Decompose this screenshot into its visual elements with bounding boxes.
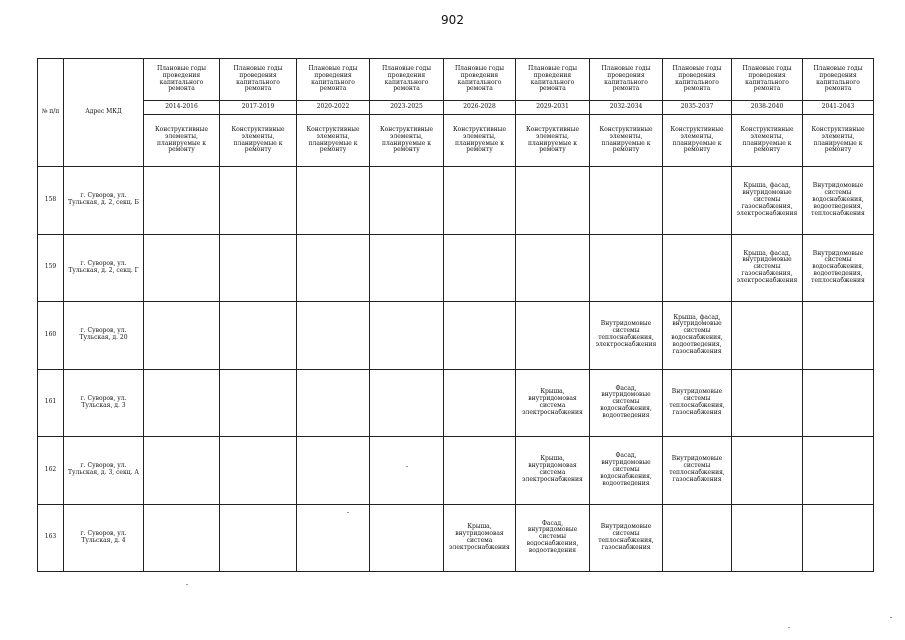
period-header: Плановые годы проведения капитального ремонта <box>590 59 663 101</box>
row-number: 160 <box>38 302 64 370</box>
row-address: г. Суворов, ул. Тульская, д. 4 <box>64 504 144 572</box>
repair-cell: Крыша, фасад, внутридомовые системы газоснабжения, электроснабжения <box>732 167 803 235</box>
year-range: 2035-2037 <box>663 101 732 115</box>
repair-cell <box>144 369 220 437</box>
year-range: 2032-2034 <box>590 101 663 115</box>
repair-cell <box>444 369 516 437</box>
table-row <box>38 167 874 235</box>
repair-cell: Фасад, внутридомовые системы водоснабжения, водоотведения <box>516 504 590 572</box>
repair-cell <box>370 504 444 572</box>
table-row <box>38 504 874 572</box>
row-number: 159 <box>38 234 64 302</box>
repair-cell <box>370 437 444 505</box>
period-header: Плановые годы проведения капитального ремонта <box>370 59 444 101</box>
repair-cell: Фасад, внутридомовые системы водоснабжения, водоотведения <box>590 369 663 437</box>
year-range: 2023-2025 <box>370 101 444 115</box>
repair-cell: Крыша, внутридомовая система электроснабжения <box>444 504 516 572</box>
elements-header: Конструктивные элементы, планируемые к ремонту <box>370 115 444 167</box>
year-range: 2029-2031 <box>516 101 590 115</box>
row-number: 158 <box>38 167 64 235</box>
column-header-number: № п/п <box>38 59 64 167</box>
repair-cell <box>220 369 297 437</box>
scan-speck <box>890 617 892 618</box>
repair-cell: Внутридомовые системы теплоснабжения, электроснабжения <box>590 302 663 370</box>
repair-cell <box>297 504 370 572</box>
period-header: Плановые годы проведения капитального ремонта <box>732 59 803 101</box>
elements-header: Конструктивные элементы, планируемые к ремонту <box>444 115 516 167</box>
repair-cell: Внутридомовые системы теплоснабжения, газоснабжения <box>663 369 732 437</box>
year-range: 2026-2028 <box>444 101 516 115</box>
repair-cell <box>663 234 732 302</box>
repair-cell: Крыша, фасад, внутридомовые системы газоснабжения, электроснабжения <box>732 234 803 302</box>
table-row <box>38 369 874 437</box>
elements-header: Конструктивные элементы, планируемые к ремонту <box>803 115 874 167</box>
repair-cell: Внутридомовые системы водоснабжения, водоотведения, теплоснабжения <box>803 234 874 302</box>
table-row <box>38 437 874 505</box>
repair-cell <box>220 504 297 572</box>
repair-cell <box>220 167 297 235</box>
repair-cell <box>144 504 220 572</box>
elements-header: Конструктивные элементы, планируемые к ремонту <box>297 115 370 167</box>
period-header: Плановые годы проведения капитального ремонта <box>220 59 297 101</box>
repair-cell <box>297 167 370 235</box>
repair-cell <box>297 437 370 505</box>
repair-cell <box>516 167 590 235</box>
repair-cell: Крыша, фасад, внутридомовые системы водоснабжения, водоотведения, газоснабжения <box>663 302 732 370</box>
elements-header: Конструктивные элементы, планируемые к ремонту <box>732 115 803 167</box>
page-number: 902 <box>441 13 464 27</box>
row-address: г. Суворов, ул. Тульская, д. 3 <box>64 369 144 437</box>
scan-speck <box>788 627 790 628</box>
period-header: Плановые годы проведения капитального ремонта <box>663 59 732 101</box>
year-range: 2038-2040 <box>732 101 803 115</box>
repair-cell <box>663 504 732 572</box>
repair-cell <box>516 302 590 370</box>
repair-cell: Фасад, внутридомовые системы водоснабжения, водоотведения <box>590 437 663 505</box>
repair-cell: Внутридомовые системы водоснабжения, водоотведения, теплоснабжения <box>803 167 874 235</box>
repair-cell <box>370 167 444 235</box>
year-range: 2041-2043 <box>803 101 874 115</box>
repair-cell <box>370 369 444 437</box>
repair-cell: Крыша, внутридомовая система электроснабжения <box>516 437 590 505</box>
repair-cell <box>297 369 370 437</box>
row-address: г. Суворов, ул. Тульская, д. 3, секц. А <box>64 437 144 505</box>
repair-cell <box>444 302 516 370</box>
column-header-address: Адрес МКД <box>64 59 144 167</box>
scan-speck <box>347 512 349 513</box>
period-header: Плановые годы проведения капитального ремонта <box>516 59 590 101</box>
repair-cell <box>220 437 297 505</box>
row-number: 163 <box>38 504 64 572</box>
row-number: 161 <box>38 369 64 437</box>
table-row <box>38 302 874 370</box>
repair-cell <box>590 234 663 302</box>
repair-cell <box>144 302 220 370</box>
repair-cell <box>297 302 370 370</box>
repair-cell: Внутридомовые системы теплоснабжения, газоснабжения <box>590 504 663 572</box>
repair-cell <box>590 167 663 235</box>
repair-cell <box>370 234 444 302</box>
elements-header: Конструктивные элементы, планируемые к ремонту <box>516 115 590 167</box>
period-header: Плановые годы проведения капитального ремонта <box>297 59 370 101</box>
elements-header: Конструктивные элементы, планируемые к ремонту <box>144 115 220 167</box>
capital-repair-table <box>37 58 874 572</box>
repair-cell <box>144 234 220 302</box>
period-header: Плановые годы проведения капитального ремонта <box>144 59 220 101</box>
repair-cell <box>220 234 297 302</box>
row-address: г. Суворов, ул. Тульская, д. 2, секц. Г <box>64 234 144 302</box>
elements-header: Конструктивные элементы, планируемые к ремонту <box>590 115 663 167</box>
repair-cell <box>370 302 444 370</box>
year-range: 2017-2019 <box>220 101 297 115</box>
repair-cell <box>803 504 874 572</box>
row-address: г. Суворов, ул. Тульская, д. 2, секц. Б <box>64 167 144 235</box>
period-header: Плановые годы проведения капитального ремонта <box>803 59 874 101</box>
year-range: 2014-2016 <box>144 101 220 115</box>
repair-cell <box>297 234 370 302</box>
repair-cell <box>803 302 874 370</box>
repair-cell <box>732 437 803 505</box>
repair-cell <box>144 437 220 505</box>
repair-cell <box>732 302 803 370</box>
repair-cell <box>220 302 297 370</box>
row-number: 162 <box>38 437 64 505</box>
repair-cell <box>803 437 874 505</box>
scan-speck <box>406 466 408 467</box>
period-header: Плановые годы проведения капитального ремонта <box>444 59 516 101</box>
repair-cell <box>803 369 874 437</box>
repair-cell: Внутридомовые системы теплоснабжения, газоснабжения <box>663 437 732 505</box>
repair-cell <box>144 167 220 235</box>
row-address: г. Суворов, ул. Тульская, д. 20 <box>64 302 144 370</box>
year-range: 2020-2022 <box>297 101 370 115</box>
repair-cell <box>516 234 590 302</box>
repair-cell <box>732 369 803 437</box>
elements-header: Конструктивные элементы, планируемые к ремонту <box>220 115 297 167</box>
table-row <box>38 234 874 302</box>
repair-cell <box>444 234 516 302</box>
elements-header: Конструктивные элементы, планируемые к ремонту <box>663 115 732 167</box>
repair-cell: Крыша, внутридомовая система электроснабжения <box>516 369 590 437</box>
repair-cell <box>663 167 732 235</box>
repair-cell <box>444 437 516 505</box>
scan-speck <box>186 584 188 585</box>
repair-cell <box>732 504 803 572</box>
repair-cell <box>444 167 516 235</box>
